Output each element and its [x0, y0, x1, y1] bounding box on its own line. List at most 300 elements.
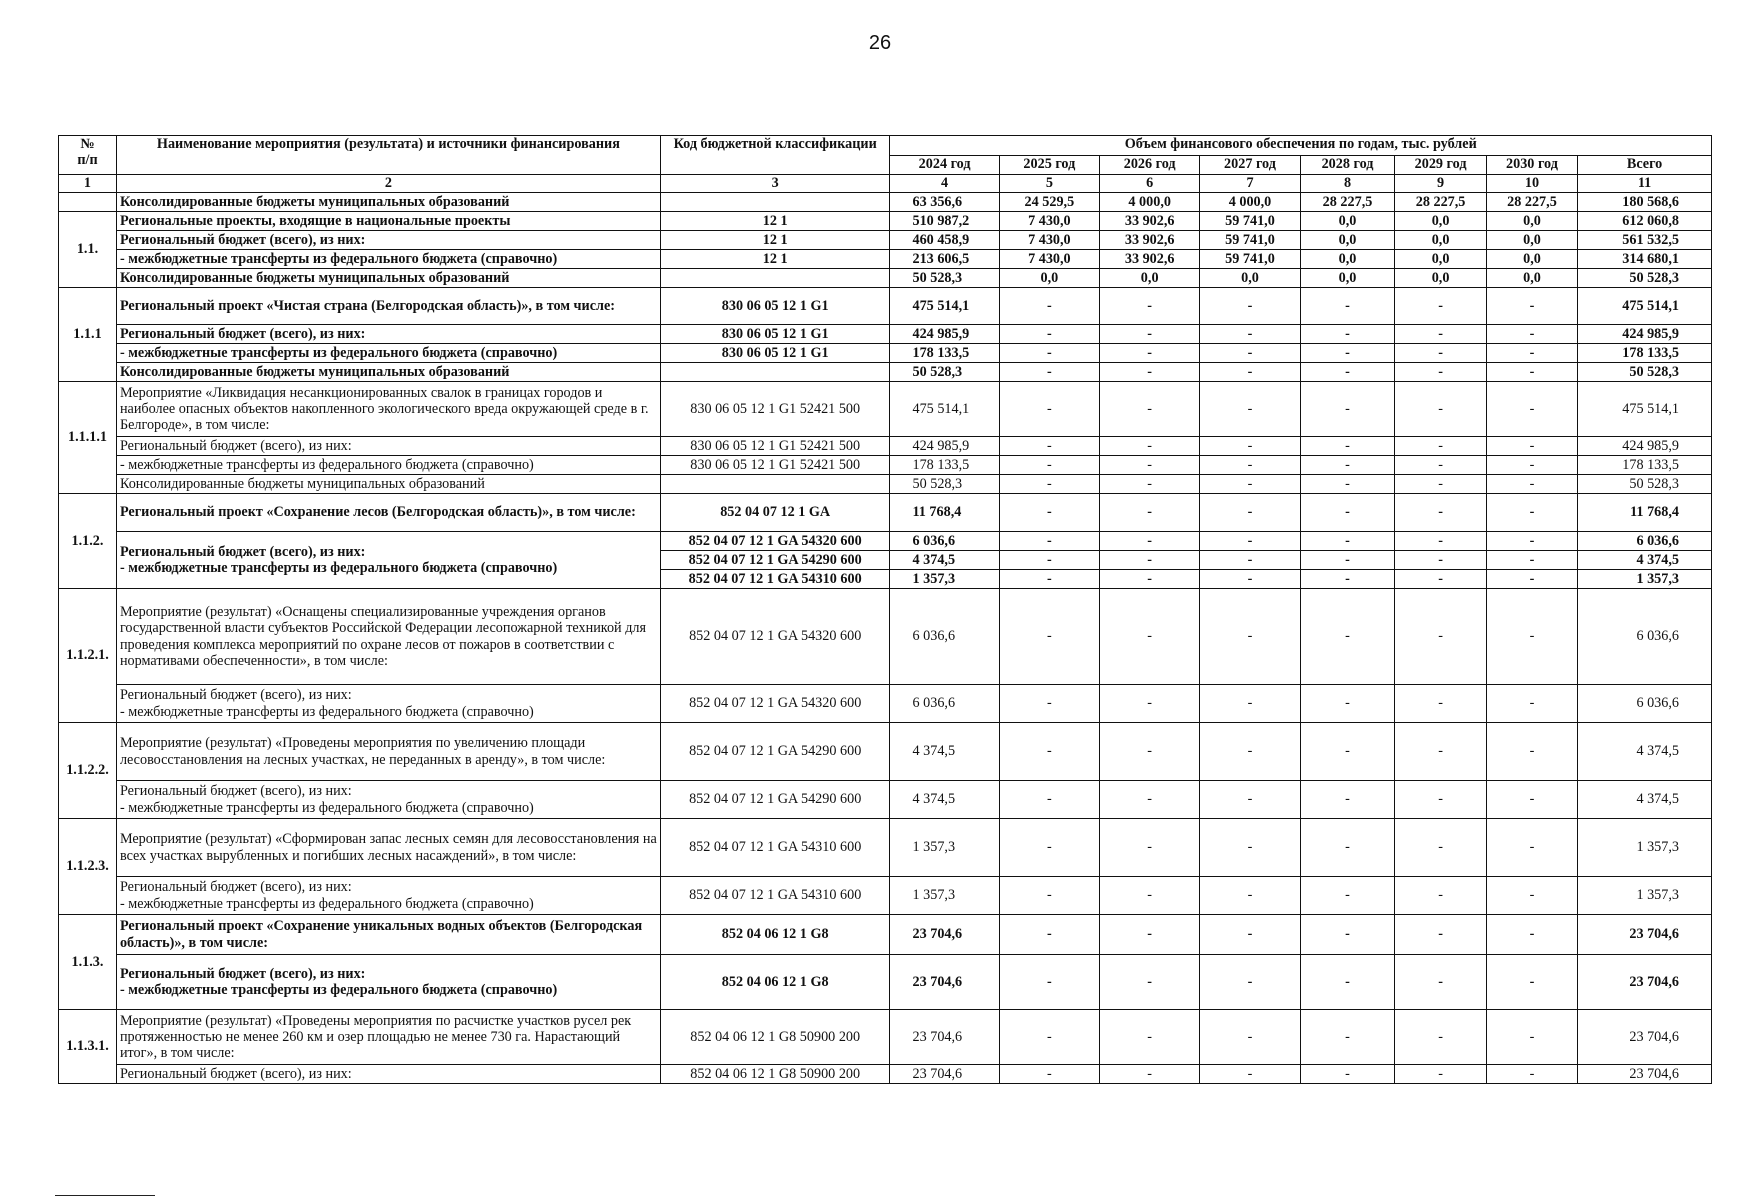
year-value: 0,0: [1300, 231, 1395, 250]
year-value: -: [1300, 819, 1395, 877]
year-value: -: [1300, 363, 1395, 382]
year-value: -: [1486, 1065, 1577, 1084]
year-value: 50 528,3: [890, 475, 999, 494]
year-value: -: [1200, 344, 1300, 363]
budget-code: 852 04 07 12 1 GA 54310 600: [660, 819, 890, 877]
year-value: -: [1300, 1065, 1395, 1084]
table-row: [59, 494, 1712, 532]
year-value: 50 528,3: [890, 363, 999, 382]
year-value: 23 704,6: [890, 1010, 999, 1065]
year-value: 1 357,3: [890, 570, 999, 589]
year-value: -: [1100, 494, 1200, 532]
year-value: 0,0: [1395, 269, 1486, 288]
budget-code: 830 06 05 12 1 G1 52421 500: [660, 382, 890, 437]
col-number: 3: [660, 175, 890, 193]
table-row: [59, 193, 1712, 212]
year-value: -: [1486, 819, 1577, 877]
year-value: -: [1395, 325, 1486, 344]
budget-code: [660, 269, 890, 288]
item-name: Консолидированные бюджеты муниципальных образований: [116, 363, 660, 382]
budget-code: [660, 475, 890, 494]
col-number: 9: [1395, 175, 1486, 193]
budget-table: [58, 135, 1712, 1084]
year-value: -: [1200, 551, 1300, 570]
table-row: [59, 589, 1712, 685]
header-year-2030: 2030 год: [1486, 156, 1577, 175]
year-value: -: [1200, 1065, 1300, 1084]
year-value: 4 000,0: [1200, 193, 1300, 212]
year-value: 4 000,0: [1100, 193, 1200, 212]
item-number: 1.1.: [59, 212, 117, 288]
year-value: -: [999, 475, 1099, 494]
year-value: -: [1395, 494, 1486, 532]
year-value: 23 704,6: [890, 1065, 999, 1084]
total-value: 1 357,3: [1578, 570, 1712, 589]
year-value: 0,0: [1395, 231, 1486, 250]
item-number: 1.1.2.1.: [59, 589, 117, 723]
budget-code: 830 06 05 12 1 G1: [660, 344, 890, 363]
year-value: -: [1486, 781, 1577, 819]
col-number: 7: [1200, 175, 1300, 193]
year-value: 28 227,5: [1486, 193, 1577, 212]
total-value: 23 704,6: [1578, 1010, 1712, 1065]
year-value: -: [999, 877, 1099, 915]
year-value: -: [999, 955, 1099, 1010]
year-value: -: [999, 344, 1099, 363]
header-num: № п/п: [59, 136, 117, 175]
year-value: -: [1200, 589, 1300, 685]
year-value: -: [1486, 570, 1577, 589]
year-value: -: [1100, 551, 1200, 570]
year-value: -: [999, 363, 1099, 382]
year-value: -: [1486, 494, 1577, 532]
total-value: 50 528,3: [1578, 269, 1712, 288]
table-row: [59, 723, 1712, 781]
year-value: -: [1100, 475, 1200, 494]
year-value: 0,0: [999, 269, 1099, 288]
budget-code: 852 04 07 12 1 GA 54310 600: [660, 877, 890, 915]
year-value: -: [1486, 363, 1577, 382]
year-value: -: [999, 437, 1099, 456]
table-row: [59, 456, 1712, 475]
year-value: -: [999, 456, 1099, 475]
item-name: Консолидированные бюджеты муниципальных образований: [116, 193, 660, 212]
year-value: -: [1200, 1010, 1300, 1065]
footnote-rule: [55, 1195, 155, 1196]
column-numbers-row: [59, 175, 1712, 193]
total-value: 1 357,3: [1578, 819, 1712, 877]
year-value: -: [1100, 955, 1200, 1010]
year-value: -: [1300, 781, 1395, 819]
year-value: 1 357,3: [890, 819, 999, 877]
budget-code: 12 1: [660, 212, 890, 231]
year-value: -: [1100, 532, 1200, 551]
year-value: -: [1100, 589, 1200, 685]
table-row: [59, 231, 1712, 250]
year-value: -: [1300, 877, 1395, 915]
year-value: 475 514,1: [890, 288, 999, 325]
year-value: -: [1395, 723, 1486, 781]
budget-code: 830 06 05 12 1 G1 52421 500: [660, 437, 890, 456]
year-value: -: [1100, 723, 1200, 781]
total-value: 6 036,6: [1578, 532, 1712, 551]
year-value: 6 036,6: [890, 589, 999, 685]
year-value: -: [1200, 363, 1300, 382]
year-value: -: [1486, 475, 1577, 494]
header-year-2025: 2025 год: [999, 156, 1099, 175]
table-row: [59, 363, 1712, 382]
year-value: 0,0: [1300, 250, 1395, 269]
year-value: -: [1200, 288, 1300, 325]
item-name: Региональный бюджет (всего), из них:: [116, 1065, 660, 1084]
year-value: 28 227,5: [1300, 193, 1395, 212]
total-value: 561 532,5: [1578, 231, 1712, 250]
item-name: Консолидированные бюджеты муниципальных образований: [116, 475, 660, 494]
year-value: 424 985,9: [890, 437, 999, 456]
year-value: -: [1300, 570, 1395, 589]
year-value: -: [999, 781, 1099, 819]
year-value: -: [1395, 819, 1486, 877]
item-name: - межбюджетные трансферты из федерального бюджета (справочно): [116, 250, 660, 269]
total-value: 1 357,3: [1578, 877, 1712, 915]
year-value: -: [1395, 955, 1486, 1010]
year-value: 178 133,5: [890, 456, 999, 475]
item-name: - межбюджетные трансферты из федерального бюджета (справочно): [116, 456, 660, 475]
table-row: [59, 781, 1712, 819]
year-value: -: [1395, 589, 1486, 685]
year-value: -: [1300, 685, 1395, 723]
budget-code: 830 06 05 12 1 G1 52421 500: [660, 456, 890, 475]
year-value: 33 902,6: [1100, 250, 1200, 269]
year-value: -: [1395, 437, 1486, 456]
item-name: Мероприятие (результат) «Проведены мероприятия по увеличению площади лесовосстановления на лесных участках, не переданных в аренду», в том числе:: [116, 723, 660, 781]
total-value: 50 528,3: [1578, 475, 1712, 494]
year-value: -: [1100, 915, 1200, 955]
year-value: -: [1300, 1010, 1395, 1065]
budget-code: 830 06 05 12 1 G1: [660, 288, 890, 325]
item-name: Мероприятие (результат) «Сформирован запас лесных семян для лесовосстановления на всех участках вырубленных и погибших лесных насаждений», в том числе:: [116, 819, 660, 877]
table-row: [59, 819, 1712, 877]
year-value: -: [1486, 288, 1577, 325]
year-value: -: [1300, 456, 1395, 475]
year-value: 4 374,5: [890, 723, 999, 781]
year-value: -: [1200, 915, 1300, 955]
year-value: -: [1300, 288, 1395, 325]
total-value: 475 514,1: [1578, 382, 1712, 437]
col-number: 6: [1100, 175, 1200, 193]
year-value: 0,0: [1100, 269, 1200, 288]
year-value: -: [1100, 456, 1200, 475]
year-value: 1 357,3: [890, 877, 999, 915]
budget-code: 830 06 05 12 1 G1: [660, 325, 890, 344]
table-row: [59, 1065, 1712, 1084]
year-value: 6 036,6: [890, 685, 999, 723]
item-name: Региональный бюджет (всего), из них: - межбюджетные трансферты из федерального бюджета (справочно): [116, 685, 660, 723]
year-value: -: [999, 723, 1099, 781]
year-value: -: [999, 819, 1099, 877]
year-value: -: [1100, 288, 1200, 325]
table-row: [59, 1010, 1712, 1065]
year-value: -: [1395, 344, 1486, 363]
year-value: -: [1395, 1010, 1486, 1065]
year-value: -: [1100, 382, 1200, 437]
year-value: -: [1486, 877, 1577, 915]
year-value: -: [1395, 570, 1486, 589]
year-value: -: [1200, 723, 1300, 781]
year-value: -: [1100, 437, 1200, 456]
year-value: 11 768,4: [890, 494, 999, 532]
item-number: 1.1.3.1.: [59, 1010, 117, 1084]
year-value: -: [1395, 363, 1486, 382]
item-name: Региональный бюджет (всего), из них:: [116, 325, 660, 344]
year-value: -: [1200, 382, 1300, 437]
total-value: 314 680,1: [1578, 250, 1712, 269]
total-value: 4 374,5: [1578, 551, 1712, 570]
year-value: 460 458,9: [890, 231, 999, 250]
year-value: -: [1200, 475, 1300, 494]
budget-code: 852 04 07 12 1 GA 54290 600: [660, 551, 890, 570]
year-value: -: [1100, 570, 1200, 589]
year-value: -: [1395, 532, 1486, 551]
item-number: 1.1.2.: [59, 494, 117, 589]
year-value: 424 985,9: [890, 325, 999, 344]
total-value: 23 704,6: [1578, 955, 1712, 1010]
year-value: 0,0: [1395, 212, 1486, 231]
col-number: 1: [59, 175, 117, 193]
table-row: [59, 532, 1712, 551]
year-value: -: [1100, 781, 1200, 819]
year-value: -: [1300, 551, 1395, 570]
item-name: Региональный проект «Чистая страна (Белгородская область)», в том числе:: [116, 288, 660, 325]
table-row: [59, 437, 1712, 456]
year-value: -: [1395, 877, 1486, 915]
item-name: Мероприятие «Ликвидация несанкционированных свалок в границах городов и наиболее опасных объектов накопленного экологического вреда окружающей среде в г. Белгороде», в том числе:: [116, 382, 660, 437]
item-name: Региональный бюджет (всего), из них: - межбюджетные трансферты из федерального бюджета (справочно): [116, 877, 660, 915]
year-value: 213 606,5: [890, 250, 999, 269]
item-number: 1.1.2.2.: [59, 723, 117, 819]
year-value: 0,0: [1486, 231, 1577, 250]
total-value: 50 528,3: [1578, 363, 1712, 382]
year-value: -: [999, 494, 1099, 532]
year-value: -: [999, 382, 1099, 437]
year-value: 0,0: [1486, 212, 1577, 231]
year-value: 0,0: [1486, 269, 1577, 288]
total-value: 180 568,6: [1578, 193, 1712, 212]
year-value: -: [1395, 288, 1486, 325]
year-value: -: [999, 325, 1099, 344]
year-value: -: [999, 551, 1099, 570]
budget-code: 852 04 07 12 1 GA 54320 600: [660, 685, 890, 723]
item-number: [59, 193, 117, 212]
total-value: 424 985,9: [1578, 437, 1712, 456]
total-value: 4 374,5: [1578, 723, 1712, 781]
table-row: [59, 212, 1712, 231]
col-number: 5: [999, 175, 1099, 193]
table-row: [59, 288, 1712, 325]
header-year-2029: 2029 год: [1395, 156, 1486, 175]
item-number: 1.1.2.3.: [59, 819, 117, 915]
year-value: -: [1486, 456, 1577, 475]
col-number: 10: [1486, 175, 1577, 193]
year-value: -: [1100, 877, 1200, 915]
year-value: -: [1200, 685, 1300, 723]
total-value: 424 985,9: [1578, 325, 1712, 344]
year-value: -: [999, 570, 1099, 589]
year-value: 59 741,0: [1200, 250, 1300, 269]
year-value: 4 374,5: [890, 781, 999, 819]
year-value: 59 741,0: [1200, 212, 1300, 231]
total-value: 178 133,5: [1578, 456, 1712, 475]
year-value: -: [1200, 456, 1300, 475]
col-number: 8: [1300, 175, 1395, 193]
year-value: -: [1100, 363, 1200, 382]
header-total: Всего: [1578, 156, 1712, 175]
year-value: 33 902,6: [1100, 212, 1200, 231]
table-row: [59, 685, 1712, 723]
year-value: -: [1486, 325, 1577, 344]
header-row: [59, 136, 1712, 156]
year-value: 510 987,2: [890, 212, 999, 231]
item-name: Региональный бюджет (всего), из них:: [116, 437, 660, 456]
budget-code: 12 1: [660, 250, 890, 269]
item-name: Региональный бюджет (всего), из них:: [116, 231, 660, 250]
total-value: 11 768,4: [1578, 494, 1712, 532]
year-value: -: [1486, 955, 1577, 1010]
year-value: -: [1200, 494, 1300, 532]
table-row: [59, 250, 1712, 269]
year-value: -: [1486, 437, 1577, 456]
item-name: - межбюджетные трансферты из федерального бюджета (справочно): [116, 344, 660, 363]
year-value: -: [1395, 475, 1486, 494]
item-name: Региональный бюджет (всего), из них: - межбюджетные трансферты из федерального бюджета (справочно): [116, 955, 660, 1010]
total-value: 4 374,5: [1578, 781, 1712, 819]
total-value: 612 060,8: [1578, 212, 1712, 231]
year-value: -: [1300, 915, 1395, 955]
year-value: -: [1200, 877, 1300, 915]
year-value: 178 133,5: [890, 344, 999, 363]
year-value: -: [1395, 685, 1486, 723]
budget-code: 852 04 06 12 1 G8 50900 200: [660, 1010, 890, 1065]
table-row: [59, 344, 1712, 363]
year-value: -: [1100, 685, 1200, 723]
year-value: -: [1395, 382, 1486, 437]
year-value: -: [1200, 819, 1300, 877]
year-value: 63 356,6: [890, 193, 999, 212]
budget-code: 852 04 07 12 1 GA 54320 600: [660, 589, 890, 685]
year-value: -: [999, 915, 1099, 955]
year-value: -: [1395, 915, 1486, 955]
year-value: -: [1300, 382, 1395, 437]
year-value: 59 741,0: [1200, 231, 1300, 250]
total-value: 23 704,6: [1578, 1065, 1712, 1084]
year-value: -: [1300, 437, 1395, 456]
budget-code: 852 04 07 12 1 GA 54320 600: [660, 532, 890, 551]
table-row: [59, 269, 1712, 288]
year-value: -: [1395, 781, 1486, 819]
item-name: Консолидированные бюджеты муниципальных образований: [116, 269, 660, 288]
year-value: -: [1100, 344, 1200, 363]
year-value: -: [1300, 723, 1395, 781]
year-value: -: [1300, 344, 1395, 363]
year-value: -: [1300, 325, 1395, 344]
year-value: -: [1200, 532, 1300, 551]
year-value: -: [1200, 325, 1300, 344]
page-number: 26: [868, 32, 892, 54]
year-value: -: [1200, 570, 1300, 589]
year-value: -: [999, 1065, 1099, 1084]
year-value: -: [999, 532, 1099, 551]
item-name: Региональный проект «Сохранение уникальных водных объектов (Белгородская область)», в том числе:: [116, 915, 660, 955]
year-value: 50 528,3: [890, 269, 999, 288]
year-value: 23 704,6: [890, 955, 999, 1010]
year-value: 7 430,0: [999, 231, 1099, 250]
header-code: Код бюджетной классификации: [660, 136, 890, 175]
budget-code: 852 04 07 12 1 GA 54290 600: [660, 723, 890, 781]
year-value: 0,0: [1300, 212, 1395, 231]
year-value: 0,0: [1395, 250, 1486, 269]
year-value: -: [999, 288, 1099, 325]
year-value: -: [1200, 781, 1300, 819]
budget-code: [660, 193, 890, 212]
item-name: Мероприятие (результат) «Проведены мероприятия по расчистке участков русел рек протяженностью не менее 260 км и озер площадью не менее 730 га. Нарастающий итог», в том числе:: [116, 1010, 660, 1065]
total-value: 178 133,5: [1578, 344, 1712, 363]
year-value: 475 514,1: [890, 382, 999, 437]
item-name: Региональный бюджет (всего), из них: - межбюджетные трансферты из федерального бюджета (справочно): [116, 532, 660, 589]
year-value: 24 529,5: [999, 193, 1099, 212]
year-value: 28 227,5: [1395, 193, 1486, 212]
year-value: -: [1486, 589, 1577, 685]
year-value: 0,0: [1300, 269, 1395, 288]
year-value: -: [1486, 723, 1577, 781]
item-name: Мероприятие (результат) «Оснащены специализированные учреждения органов государственной власти субъектов Российской Федерации лесопожарной техникой для проведения комплекса мероприятий по охране лесов от пожаров в соответствии с нормативами обеспеченности», в том числе:: [116, 589, 660, 685]
header-year-2026: 2026 год: [1100, 156, 1200, 175]
table-row: [59, 382, 1712, 437]
header-year-2027: 2027 год: [1200, 156, 1300, 175]
table-row: [59, 877, 1712, 915]
year-value: 7 430,0: [999, 250, 1099, 269]
budget-code: 852 04 06 12 1 G8 50900 200: [660, 1065, 890, 1084]
table-row: [59, 325, 1712, 344]
year-value: -: [1486, 532, 1577, 551]
year-value: 0,0: [1200, 269, 1300, 288]
year-value: -: [1486, 685, 1577, 723]
budget-code: 852 04 07 12 1 GA 54290 600: [660, 781, 890, 819]
year-value: -: [1300, 955, 1395, 1010]
item-number: 1.1.1.1: [59, 382, 117, 494]
year-value: -: [1100, 325, 1200, 344]
year-value: -: [1300, 532, 1395, 551]
total-value: 23 704,6: [1578, 915, 1712, 955]
header-volume: Объем финансового обеспечения по годам, тыс. рублей: [890, 136, 1712, 156]
year-value: -: [1395, 1065, 1486, 1084]
col-number: 11: [1578, 175, 1712, 193]
year-value: -: [1395, 456, 1486, 475]
header-year-2024: 2024 год: [890, 156, 999, 175]
year-value: 0,0: [1486, 250, 1577, 269]
col-number: 4: [890, 175, 999, 193]
item-number: 1.1.1: [59, 288, 117, 382]
item-number: 1.1.3.: [59, 915, 117, 1010]
col-number: 2: [116, 175, 660, 193]
year-value: -: [999, 589, 1099, 685]
year-value: -: [1486, 344, 1577, 363]
year-value: -: [1486, 915, 1577, 955]
year-value: -: [1100, 1065, 1200, 1084]
year-value: -: [1486, 382, 1577, 437]
year-value: 33 902,6: [1100, 231, 1200, 250]
year-value: -: [1300, 475, 1395, 494]
item-name: Региональный проект «Сохранение лесов (Белгородская область)», в том числе:: [116, 494, 660, 532]
